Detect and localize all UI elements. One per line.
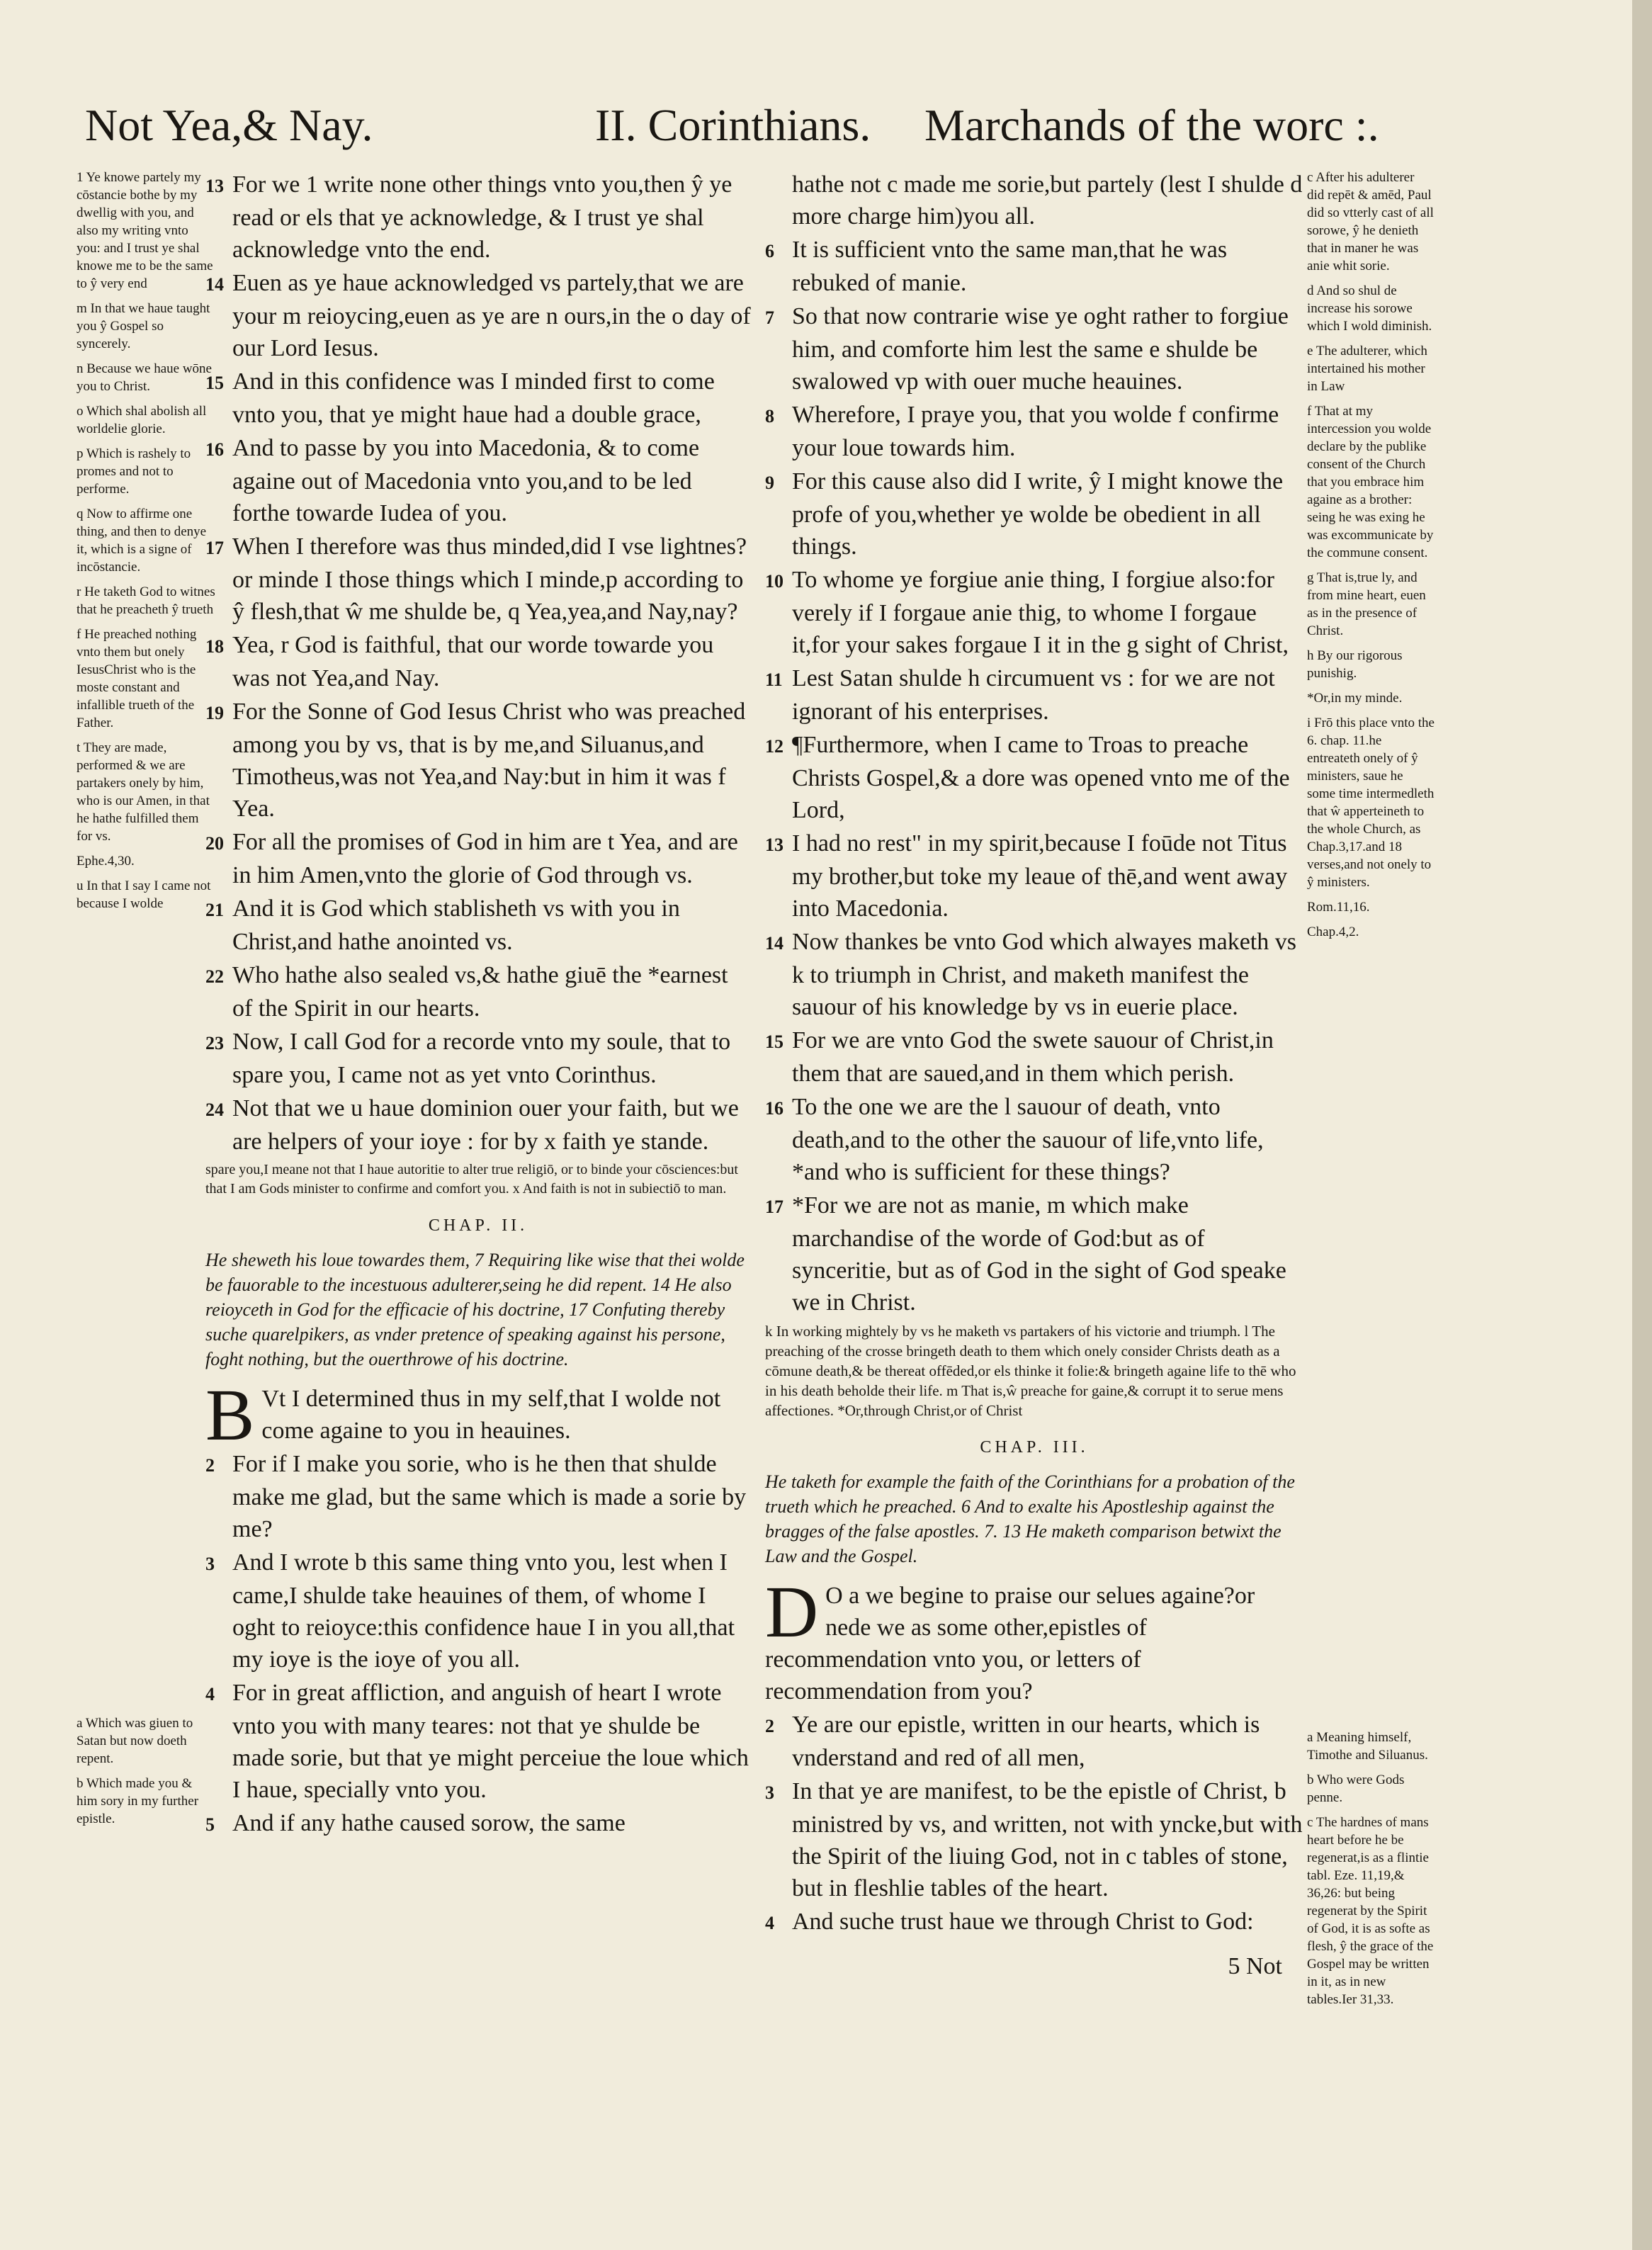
verse-text: Wherefore, I praye you, that you wolde f confirme your loue towards him. — [792, 402, 1279, 461]
verse — [765, 1709, 1303, 1774]
verse-text: When I therefore was thus minded,did I vse lightnes? or minde I those things which I minde,p according to ŷ flesh,that ŵ me shulde be, q Yea,yea,and Nay,nay? — [232, 533, 747, 625]
verse-number: 17 — [765, 1197, 783, 1217]
chapter-argument: He taketh for example the faith of the Corinthians for a probation of the trueth which he preached. 6 And to exalte his Apostleship against the bragges of the false apostles. 7. 13 He maketh comparison betwixt the Law and the Gospel. — [765, 1471, 1295, 1566]
verse-number: 16 — [205, 439, 224, 460]
verse-number: 21 — [205, 900, 224, 920]
verse-number: 5 — [205, 1814, 215, 1835]
verse — [205, 531, 751, 628]
verse — [765, 234, 1303, 299]
verse-number: 4 — [765, 1913, 774, 1933]
running-head-book: II. Corinthians. — [595, 100, 871, 150]
verse — [765, 169, 1303, 232]
margin-note: q Now to affirme one thing, and then to denye it, which is a signe of incōstancie. — [77, 507, 207, 575]
margin-note: b Who were Gods penne. — [1307, 1773, 1405, 1805]
verse-number: 23 — [205, 1033, 224, 1053]
running-head — [85, 99, 1452, 163]
margin-cross-reference: Ephe.4,30. — [77, 854, 135, 869]
verse — [765, 1906, 1303, 1939]
verse — [205, 1547, 751, 1675]
left-margin-notes — [77, 169, 215, 920]
margin-note: 1 Ye knowe partely my cōstancie bothe by my dwellig with you, and also my writing vnto you: and I trust ye shal knowe me to be the same to ŷ very end — [77, 170, 213, 291]
right-margin-notes — [1307, 169, 1435, 948]
verse-text: For all the promises of God in him are t Yea, and are in him Amen,vnto the glorie of God through vs. — [232, 829, 738, 888]
margin-cross-reference: Chap.4,2. — [1307, 925, 1359, 939]
right-text-column — [765, 169, 1303, 1984]
verse-text: And suche trust haue we through Christ to God: — [792, 1909, 1254, 1935]
margin-note: h By our rigorous punishig. — [1307, 648, 1403, 681]
verse — [765, 465, 1303, 562]
verse-number: 10 — [765, 571, 783, 592]
verse-number: 12 — [765, 736, 783, 757]
verse — [205, 893, 751, 958]
verse — [205, 1448, 751, 1545]
verse-number: 24 — [205, 1099, 224, 1120]
verse-number: 20 — [205, 833, 224, 854]
verse-text: For if I make you sorie, who is he then that shulde make me glad, but the same which is made a sorie by me? — [232, 1451, 747, 1542]
verse-text: For we are vnto God the swete sauour of Christ,in them that are saued,and in them which perish. — [792, 1027, 1274, 1087]
verse-number: 2 — [205, 1455, 215, 1476]
verse-text: Now, I call God for a recorde vnto my soule, that to spare you, I came not as yet vnto Corinthus. — [232, 1029, 731, 1088]
verse-number: 14 — [205, 274, 224, 295]
verse-text: And it is God which stablisheth vs with you in Christ,and hathe anointed vs. — [232, 895, 680, 955]
verse-number: 3 — [765, 1782, 774, 1803]
verse-text: I had no rest" in my spirit,because I foūde not Titus my brother,but toke my leaue of thē,and went away into Macedonia. — [792, 830, 1288, 922]
verse — [205, 267, 751, 364]
verse-number: 15 — [765, 1031, 783, 1052]
verse — [205, 1677, 751, 1806]
verse-number: 4 — [205, 1684, 215, 1705]
verse-number: 22 — [205, 966, 224, 987]
margin-note: r He taketh God to witnes that he preacheth ŷ trueth — [77, 584, 215, 617]
verse-text: ¶Furthermore, when I came to Troas to preache Christs Gospel,& a dore was opened vnto me of the Lord, — [792, 732, 1290, 823]
verse — [765, 662, 1303, 728]
verse — [205, 366, 751, 431]
verse — [765, 1024, 1303, 1090]
verse — [765, 729, 1303, 826]
verse — [205, 169, 751, 266]
verse-number: 2 — [765, 1716, 774, 1736]
verse — [765, 1775, 1303, 1904]
verse-text: For the Sonne of God Iesus Christ who was preached among you by vs, that is by me,and Siluanus,and Timotheus,was not Yea,and Nay:but in him it was f Yea. — [232, 699, 746, 822]
verse — [205, 432, 751, 529]
verse-number: 6 — [765, 241, 774, 261]
verse-text: To the one we are the l sauour of death, vnto death,and to the other the sauour of life,vnto life, *and who is sufficient for these things? — [792, 1094, 1264, 1185]
verse — [765, 399, 1303, 464]
margin-note: f That at my intercession you wolde declare by the publike consent of the Church that you embrace him againe as a brother: seing he was exing he was excommunicate by the commune consent. — [1307, 404, 1434, 560]
verse-text: For in great affliction, and anguish of heart I wrote vnto you with many teares: not that ye shulde be made sorie, but that ye might perceiue the loue which I haue, specially vnto you. — [232, 1680, 749, 1803]
margin-note: c After his adulterer did repēt & amēd, Paul did so vtterly cast of all sorowe, ŷ he denieth that in maner he was anie whit sorie. — [1307, 170, 1434, 273]
margin-note: p Which is rashely to promes and not to performe. — [77, 446, 191, 497]
verse-text: O a we begine to praise our selues againe?or nede we as some other,epistles of recommendation vnto you, or letters of recommendation from you? — [765, 1583, 1255, 1705]
verse-text: Ye are our epistle, written in our hearts, which is vnderstand and red of all men, — [792, 1712, 1260, 1771]
verse-text: Now thankes be vnto God which alwayes maketh vs k to triumph in Christ, and maketh manifest the sauour of his knowledge by vs in euerie place. — [792, 929, 1296, 1020]
continued-footnote: spare you,I meane not that I haue autoritie to alter true religiō, or to binde your cōsciences:but that I am Gods minister to confirme and comfort you. x And faith is not in subiectiō to man. — [205, 1162, 738, 1197]
chapter-heading: CHAP. II. — [428, 1216, 528, 1235]
verse — [205, 959, 751, 1024]
verse — [765, 926, 1303, 1023]
verse-text: In that ye are manifest, to be the epistle of Christ, b ministred by vs, and written, not with yncke,but with the Spirit of the liuing God, not in c tables of stone, but in fleshlie tables of the heart. — [792, 1778, 1303, 1901]
verse — [765, 300, 1303, 397]
margin-cross-reference: Rom.11,16. — [1307, 900, 1370, 915]
drop-cap: D — [765, 1571, 819, 1653]
verse-text: And if any hathe caused sorow, the same — [232, 1810, 626, 1836]
verse — [765, 1189, 1303, 1318]
margin-note: b Which made you & him sory in my further epistle. — [77, 1776, 199, 1826]
verse-text: Not that we u haue dominion ouer your faith, but we are helpers of your ioye : for by x faith ye stande. — [232, 1095, 739, 1155]
margin-note: m In that we haue taught you ŷ Gospel so syncerely. — [77, 301, 210, 351]
verse-text: Vt I determined thus in my self,that I wolde not come againe to you in heauines. — [261, 1386, 721, 1444]
verse-number: 13 — [205, 176, 224, 196]
verse — [205, 1026, 751, 1091]
catchword: 5 Not — [1228, 1953, 1282, 1979]
verse — [205, 1092, 751, 1158]
verse-number: 8 — [765, 406, 774, 426]
verse-text: For we 1 write none other things vnto you,then ŷ ye read or els that ye acknowledge, & I trust ye shal acknowledge vnto the end. — [232, 171, 732, 263]
margin-note: f He preached nothing vnto them but onely IesusChrist who is the moste constant and infallible trueth of the Father. — [77, 627, 197, 730]
drop-cap: B — [205, 1374, 255, 1456]
verse — [205, 1374, 751, 1456]
verse-text: Euen as ye haue acknowledged vs partely,that we are your m reioycing,euen as ye are n ours,in the o day of our Lord Iesus. — [232, 270, 751, 361]
verse-text: hathe not c made me sorie,but partely (lest I shulde d more charge him)you all. — [792, 171, 1303, 230]
margin-note: n Because we haue wōne you to Christ. — [77, 361, 212, 394]
verse-number: 13 — [765, 835, 783, 855]
verse-text: And I wrote b this same thing vnto you, lest when I came,I shulde take heauines of them, of whome I oght to reioyce:this confidence haue I in you all,that my ioye is the ioye of you all. — [232, 1549, 735, 1673]
verse-text: Who hathe also sealed vs,& hathe giuē the *earnest of the Spirit in our hearts. — [232, 962, 728, 1022]
verse-number: 14 — [765, 933, 783, 954]
verse — [205, 696, 751, 825]
margin-note: d And so shul de increase his sorowe which I wold diminish. — [1307, 283, 1432, 334]
margin-note: t They are made, performed & we are partakers onely by him, who is our Amen, in that he hathe fulfilled them for vs. — [77, 740, 210, 844]
margin-note: *Or,in my minde. — [1307, 691, 1403, 706]
verse-text: And to passe by you into Macedonia, & to come againe out of Macedonia vnto you,and to be led forthe towarde Iudea of you. — [232, 435, 700, 526]
verse-number: 17 — [205, 538, 224, 558]
chapter-argument: He sheweth his loue towardes them, 7 Requiring like wise that thei wolde be fauorable to the incestuous adulterer,seing he did repent. 14 He also reioyceth in God for the efficacie of his doctrine, 17 Confuting thereby suche quarelpikers, as vnder pretence of speaking against his persone, foght nothing, but the ouerthrowe of his doctrine. — [205, 1250, 745, 1369]
verse-number: 3 — [205, 1554, 215, 1574]
verse-number: 19 — [205, 703, 224, 723]
page-edge — [1632, 0, 1652, 2250]
verse — [205, 629, 751, 694]
verse-number: 16 — [765, 1098, 783, 1119]
margin-note: c The hardnes of mans heart before he be regenerat,is as a flintie tabl. Eze. 11,19,& 36,26: but being regenerat by the Spirit of God, it is as softe as flesh, ŷ the grace of the Gospel may be written in it, as in new tables.Ier 31,33. — [1307, 1815, 1434, 2007]
verse-number: 15 — [205, 373, 224, 393]
margin-note: i Frō this place vnto the 6. chap. 11.he entreateth onely of ŷ ministers, saue he some time intermedleth that ŵ apperteineth to the whole Church, as Chap.3,17.and 18 verses,and not onely to ŷ ministers. — [1307, 716, 1435, 890]
verse-text: So that now contrarie wise ye oght rather to forgiue him, and comforte him lest the same e shulde be swalowed vp with ouer muche heauines. — [792, 303, 1289, 395]
margin-note: u In that I say I came not because I wolde — [77, 878, 211, 911]
running-head-left: Not Yea,& Nay. — [85, 100, 373, 150]
left-text-column — [205, 169, 751, 1842]
verse-text: For this cause also did I write, ŷ I might knowe the profe of you,whether ye wolde be obedient in all things. — [792, 468, 1284, 560]
verse-number: 7 — [765, 307, 774, 328]
verse — [205, 826, 751, 891]
left-margin-notes-lower — [77, 1714, 204, 1835]
margin-note: e The adulterer, which intertained his mother in Law — [1307, 344, 1427, 394]
verse — [205, 1807, 751, 1841]
verse — [765, 1091, 1303, 1188]
running-head-right: Marchands of the worc :. — [924, 100, 1379, 150]
verse-text: It is sufficient vnto the same man,that he was rebuked of manie. — [792, 237, 1228, 296]
column-footnote: k In working mightely by vs he maketh vs partakers of his victorie and triumph. l The preaching of the crosse bringeth death to them which onely consider Christs death as a cōmune death,& be thereat offēded,or els thinke it folie:& bringeth againe life to thē who in his death beholde their life. m That is,ŵ preache for gaine,& corrupt it to serue mens affectiones. *Or,through Christ,or of Christ — [765, 1323, 1296, 1419]
margin-note: a Meaning himself, Timothe and Siluanus. — [1307, 1730, 1428, 1763]
verse — [765, 827, 1303, 925]
margin-note: o Which shal abolish all worldelie glorie. — [77, 404, 207, 436]
margin-note: g That is,true ly, and from mine heart, euen as in the presence of Christ. — [1307, 570, 1426, 638]
verse-text: And in this confidence was I minded first to come vnto you, that ye might haue had a double grace, — [232, 368, 715, 428]
verse — [765, 1571, 1303, 1707]
verse-number: 18 — [205, 636, 224, 657]
verse-text: Lest Satan shulde h circumuent vs : for we are not ignorant of his enterprises. — [792, 665, 1275, 725]
verse-text: Yea, r God is faithful, that our worde towarde you was not Yea,and Nay. — [232, 632, 714, 691]
chapter-heading: CHAP. III. — [980, 1438, 1089, 1457]
margin-note: a Which was giuen to Satan but now doeth repent. — [77, 1716, 193, 1766]
verse-number: 9 — [765, 473, 774, 493]
right-margin-notes-lower — [1307, 1729, 1435, 2016]
verse — [765, 564, 1303, 661]
verse-number: 11 — [765, 669, 783, 690]
verse-text: *For we are not as manie, m which make marchandise of the worde of God:but as of synceritie, but as of God in the sight of God speake we in Christ. — [792, 1192, 1286, 1316]
verse-text: To whome ye forgiue anie thing, I forgiue also:for verely if I forgaue anie thig, to whome I forgaue it,for your sakes forgaue I it in the g sight of Christ, — [792, 567, 1289, 658]
